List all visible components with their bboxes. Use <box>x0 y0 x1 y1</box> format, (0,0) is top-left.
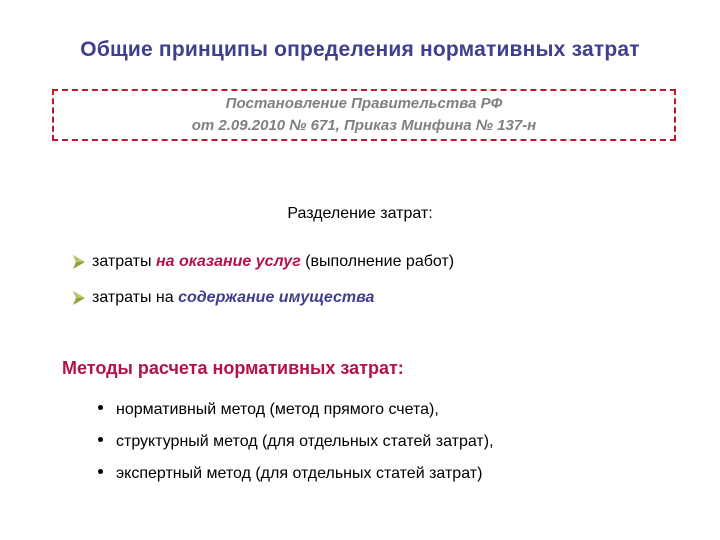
list-item <box>72 244 454 280</box>
emphasis-property: содержание имущества <box>178 289 375 306</box>
arrow-bullet-icon <box>72 290 86 306</box>
list-item <box>72 280 454 316</box>
methods-heading: Методы расчета нормативных затрат: <box>62 358 404 378</box>
list-item-text: нормативный метод (метод прямого счета), <box>116 401 439 418</box>
cost-split-heading: Разделение затрат: <box>287 205 433 222</box>
list-item <box>98 394 494 426</box>
list-item-text: затраты на содержание имущества <box>92 289 375 306</box>
arrow-bullet-icon <box>72 254 86 270</box>
list-item <box>98 458 494 490</box>
reference-line-1: Постановление Правительства РФ <box>225 95 503 112</box>
page-title: Общие принципы определения нормативных затрат <box>80 38 640 61</box>
reference-line-2: от 2.09.2010 № 671, Приказ Минфина № 137-н <box>191 117 537 134</box>
cost-split-list <box>72 244 454 316</box>
list-item-text: структурный метод (для отдельных статей затрат), <box>116 433 494 450</box>
regulation-reference-box <box>52 89 676 141</box>
emphasis-services: на оказание услуг <box>155 253 301 270</box>
list-item-text: экспертный метод (для отдельных статей затрат) <box>116 465 483 482</box>
list-item <box>98 426 494 458</box>
bullet-dot-icon <box>98 469 103 474</box>
list-item-text: затраты на оказание услуг (выполнение работ) <box>92 253 455 270</box>
methods-list <box>98 394 494 490</box>
bullet-dot-icon <box>98 437 103 442</box>
bullet-dot-icon <box>98 405 103 410</box>
